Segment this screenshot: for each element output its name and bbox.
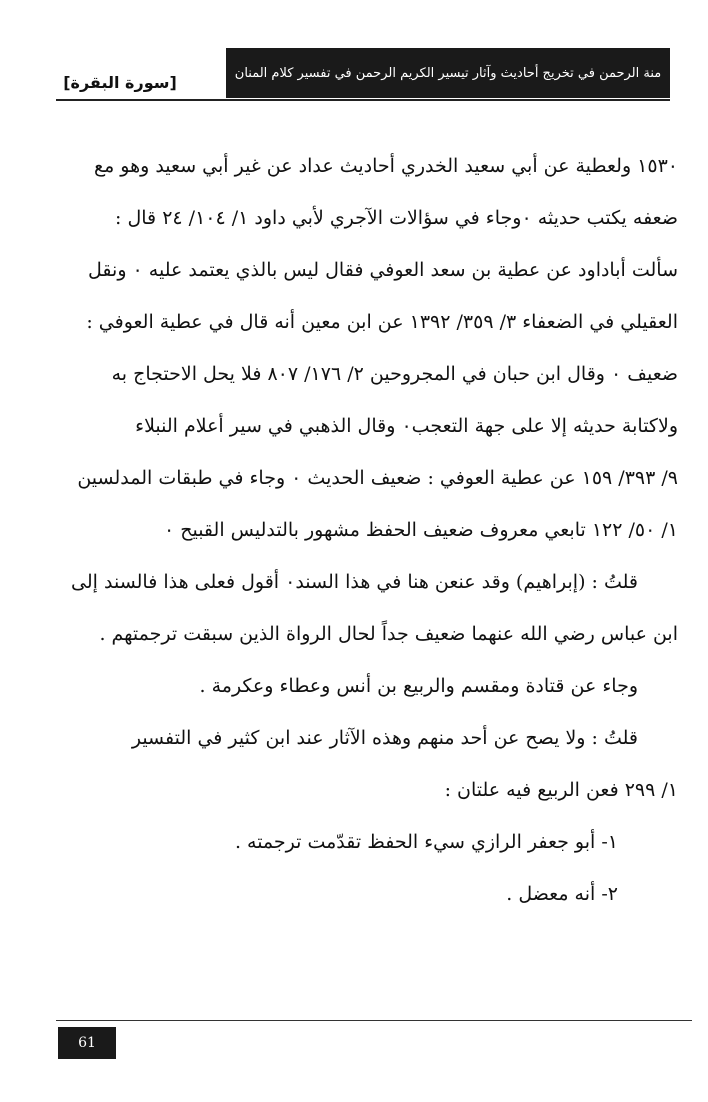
list-item: ٢- أنه معضل .: [506, 883, 618, 905]
body-line: ٩/ ٣٩٣/ ١٥٩ عن عطية العوفي : ضعيف الحديث ٠ وجاء في طبقات المدلسين: [77, 467, 678, 489]
page-number: 61: [58, 1027, 116, 1059]
body-line: سألت أباداود عن عطية بن سعد العوفي فقال ليس بالذي يعتمد عليه ٠ ونقل: [88, 259, 678, 281]
body-line: قلتُ : (إبراهيم) وقد عنعن هنا في هذا السند٠ أقول فعلى هذا فالسند إلى: [71, 571, 638, 593]
body-line: ولاكتابة حديثه إلا على جهة التعجب٠ وقال الذهبي في سير أعلام النبلاء: [135, 415, 678, 437]
header-divider: [56, 99, 670, 101]
body-line: ١٥٣٠ ولعطية عن أبي سعيد الخدري أحاديث عداد عن غير أبي سعيد وهو مع: [93, 155, 678, 177]
body-line: ١/ ٢٩٩ فعن الربيع فيه علتان :: [444, 779, 678, 801]
body-line: قلتُ : ولا يصح عن أحد منهم وهذه الآثار عند ابن كثير في التفسير: [131, 727, 638, 749]
list-item: ١- أبو جعفر الرازي سيء الحفظ تقدّمت ترجمته .: [234, 831, 618, 853]
book-title: منة الرحمن في تخريج أحاديث وآثار تيسير الكريم الرحمن في تفسير كلام المنان: [234, 65, 662, 81]
page-body: [58, 140, 678, 920]
body-line: ضعفه يكتب حديثه ٠وجاء في سؤالات الآجري لأبي داود ١/ ١٠٤/ ٢٤ قال :: [115, 207, 678, 229]
body-line: ابن عباس رضي الله عنهما ضعيف جداً لحال الرواة الذين سبقت ترجمتهم .: [99, 623, 678, 645]
surah-name: [سورة البقرة]: [63, 73, 177, 92]
book-title-bar: [226, 48, 670, 98]
body-line: ضعيف ٠ وقال ابن حبان في المجروحين ٢/ ١٧٦/ ٨٠٧ فلا يحل الاحتجاج به: [111, 363, 678, 385]
body-line: ١/ ٥٠/ ١٢٢ تابعي معروف ضعيف الحفظ مشهور بالتدليس القبيح ٠: [163, 519, 678, 541]
footer-divider: [56, 1020, 692, 1021]
body-line: العقيلي في الضعفاء ٣/ ٣٥٩/ ١٣٩٢ عن ابن معين أنه قال في عطية العوفي :: [86, 311, 678, 333]
body-line: وجاء عن قتادة ومقسم والربيع بن أنس وعطاء وعكرمة .: [199, 675, 638, 697]
